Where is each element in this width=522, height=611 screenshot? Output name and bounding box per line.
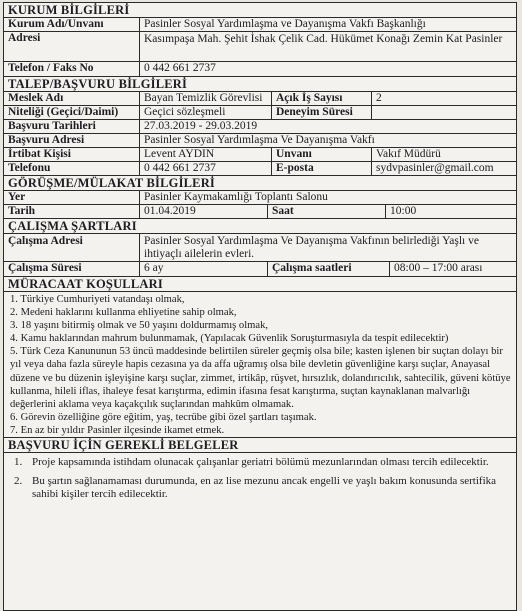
- work-duration-label: Çalışma Süresi: [4, 262, 140, 276]
- occupation-value: Bayan Temizlik Görevlisi: [140, 92, 272, 105]
- requirements-list: [4, 292, 516, 438]
- list-item: 7. En az bir yıldır Pasinler ilçesinde ikamet etmek.: [10, 424, 225, 436]
- contact-person-value: Levent AYDIN: [140, 148, 272, 161]
- email-label: E-posta: [272, 162, 372, 175]
- section-title-kurum: KURUM BİLGİLERİ: [4, 3, 516, 18]
- contact-person-label: İrtibat Kişisi: [4, 148, 140, 161]
- venue-label: Yer: [4, 191, 140, 204]
- work-address-value: Pasinler Sosyal Yardımlaşma Ve Dayanışma Vakfının belirlediği Yaşlı ve ihtiyaçlı ailelerin evleri.: [144, 235, 479, 260]
- employment-type-value: Geçici sözleşmeli: [140, 106, 272, 119]
- list-item-text: Bu şartın sağlanamaması durumunda, en az lise mezunu ancak engelli ve yaşlı bakım konusunda sertifika sahibi kişiler tercih edilecektir.: [32, 474, 497, 501]
- experience-value: [372, 106, 516, 119]
- section-title-gorusme: GÖRÜŞME/MÜLAKAT BİLGİLERİ: [4, 176, 516, 191]
- interview-time-label: Saat: [268, 205, 386, 218]
- list-item: 4. Kamu haklarından mahrum bulunmamak, (Yapılacak Güvenlik Soruşturmasıyla da tespit edilecektir): [10, 333, 449, 345]
- title-label: Unvanı: [272, 148, 372, 161]
- title-value: Vakıf Müdürü: [376, 148, 441, 160]
- employment-type-label: Niteliği (Geçici/Daimi): [4, 106, 140, 119]
- institution-name-label: Kurum Adı/Unvanı: [4, 18, 140, 31]
- list-item: 2. Medeni haklarını kullanma ehliyetine sahip olmak,: [10, 307, 237, 319]
- list-item: 6. Görevin özelliğine göre eğitim, yaş, tecrübe gibi özel şartları taşımak.: [10, 411, 317, 423]
- section-title-belgeler: BAŞVURU İÇİN GEREKLİ BELGELER: [4, 438, 516, 453]
- address-label: Adresi: [4, 32, 140, 61]
- occupation-label: Meslek Adı: [4, 92, 140, 105]
- phone-fax-value: 0 442 661 2737: [144, 62, 216, 74]
- experience-label: Deneyim Süresi: [272, 106, 372, 119]
- work-duration-value: 6 ay: [140, 262, 268, 276]
- list-item: [14, 475, 508, 502]
- open-positions-value: 2: [376, 92, 382, 104]
- application-dates-label: Başvuru Tarihleri: [4, 120, 140, 133]
- list-item: 5. Türk Ceza Kanununun 53 üncü maddesinde belirtilen süreler geçmiş olsa bile; kasten işlenen bir suçtan dolayı bir yıl veya daha fazla süreyle hapis cezasına ya da affa uğramış olsa bile devletin güvenliğine karşı suçlar, Anayasal düzene ve bu düzenin işleyişine karşı suçlar, zimmet, irtikâp, rüşvet, hırsızlık, dolandırıcılık, sahtecilik, güveni kötüye kullanma, hileli iflas, ihaleye fesat karıştırma, edimin ifasına fesat karıştırma, suçtan kaynaklanan malvarlığı değerlerini aklama veya kaçakçılık suçlarından mahkûm olmamak.: [10, 346, 511, 410]
- address-value: Kasımpaşa Mah. Şehit İshak Çelik Cad. Hükümet Konağı Zemin Kat Pasinler: [144, 33, 503, 45]
- list-item-number: 2.: [14, 474, 23, 487]
- application-address-value: Pasinler Sosyal Yardımlaşma Ve Dayanışma Vakfı: [144, 134, 375, 146]
- interview-date-value: 01.04.2019: [140, 205, 268, 218]
- job-posting-form: [3, 2, 517, 611]
- email-value: sydvpasinler@gmail.com: [376, 162, 494, 174]
- work-hours-label: Çalışma saatleri: [268, 262, 390, 276]
- documents-list: [4, 453, 516, 502]
- venue-value: Pasinler Kaymakamlığı Toplantı Salonu: [144, 191, 328, 203]
- section-title-calisma: ÇALIŞMA ŞARTLARI: [4, 219, 516, 234]
- section-title-muracaat: MÜRACAAT KOŞULLARI: [4, 277, 516, 292]
- interview-date-label: Tarih: [4, 205, 140, 218]
- list-item-text: Proje kapsamında istihdam olunacak çalışanlar geriatri bölümü mezunlarından olması tercih edilecektir.: [32, 456, 489, 469]
- list-item: 1. Türkiye Cumhuriyeti vatandaşı olmak,: [10, 294, 185, 305]
- work-address-label: Çalışma Adresi: [4, 234, 140, 261]
- application-address-label: Başvuru Adresi: [4, 134, 140, 147]
- application-dates-value: 27.03.2019 - 29.03.2019: [144, 120, 258, 132]
- work-hours-value: 08:00 – 17:00 arası: [394, 262, 483, 274]
- phone-fax-label: Telefon / Faks No: [4, 62, 140, 76]
- list-item: 3. 18 yaşını bitirmiş olmak ve 50 yaşını doldurmamış olmak,: [10, 320, 269, 332]
- interview-time-value: 10:00: [390, 205, 417, 217]
- contact-phone-label: Telefonu: [4, 162, 140, 175]
- institution-name-value: Pasinler Sosyal Yardımlaşma ve Dayanışma Vakfı Başkanlığı: [144, 18, 426, 30]
- contact-phone-value: 0 442 661 2737: [140, 162, 272, 175]
- list-item: [14, 456, 508, 470]
- open-positions-label: Açık İş Sayısı: [272, 92, 372, 105]
- section-title-talep: TALEP/BAŞVURU BİLGİLERİ: [4, 77, 516, 92]
- list-item-number: 1.: [14, 456, 23, 469]
